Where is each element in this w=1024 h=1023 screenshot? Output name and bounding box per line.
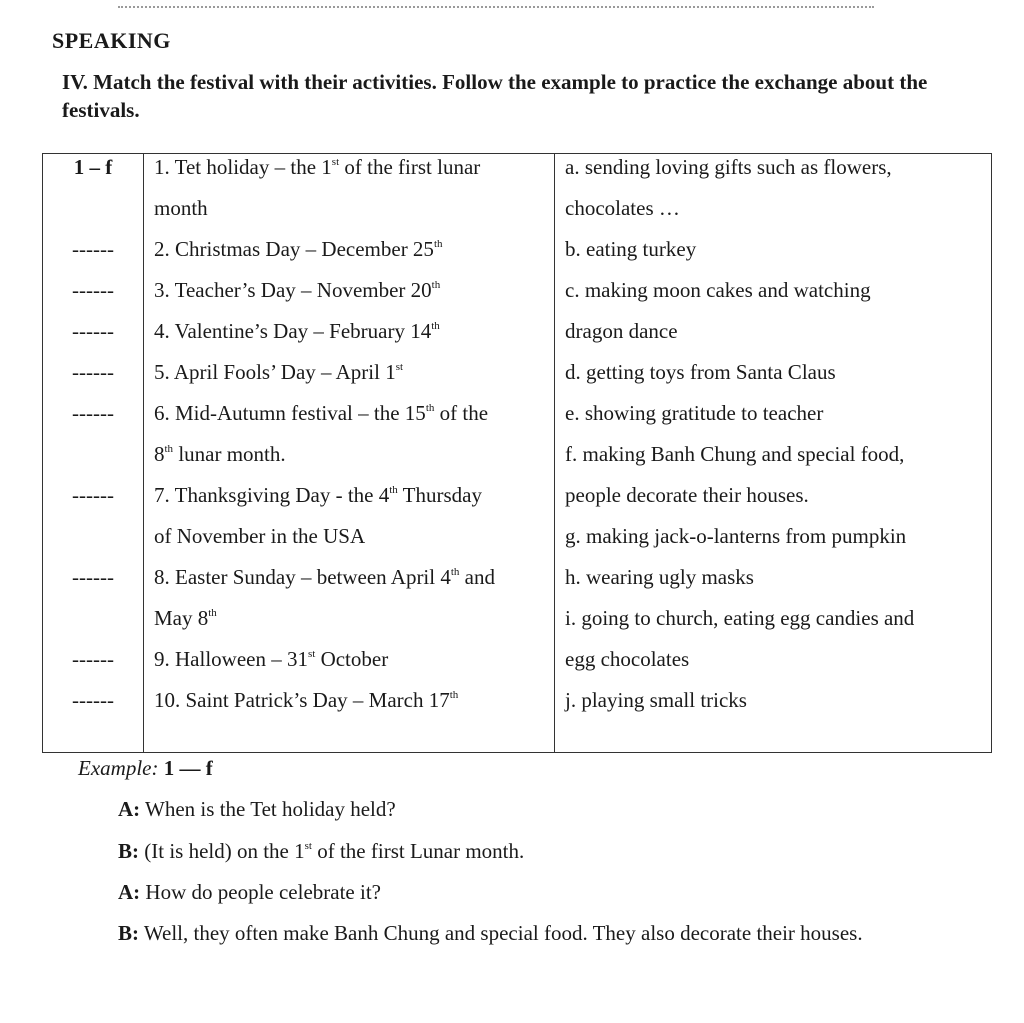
answer-cell[interactable]: ------: [72, 237, 114, 261]
answer-cell[interactable]: ------: [72, 319, 114, 343]
dialogue-line: B: (It is held) on the 1st of the first Lunar month.: [118, 839, 525, 863]
activity-line: h. wearing ugly masks: [565, 565, 754, 589]
table-column-divider: [143, 153, 144, 753]
activity-line: g. making jack-o-lanterns from pumpkin: [565, 524, 907, 548]
activity-line: dragon dance: [565, 319, 678, 343]
section-title: SPEAKING: [52, 28, 171, 53]
answer-cell[interactable]: ------: [72, 688, 114, 712]
answer-cell[interactable]: 1 – f: [73, 155, 113, 179]
festival-item: 10. Saint Patrick’s Day – March 17th: [154, 688, 459, 712]
festival-item: 7. Thanksgiving Day - the 4th Thursday: [154, 483, 482, 507]
activity-line: a. sending loving gifts such as flowers,: [565, 155, 892, 179]
activity-line: c. making moon cakes and watching: [565, 278, 871, 302]
festival-item-continuation: of November in the USA: [154, 524, 366, 548]
festival-item: 1. Tet holiday – the 1st of the first lunar: [154, 155, 481, 179]
activity-line: egg chocolates: [565, 647, 690, 671]
activity-line: d. getting toys from Santa Claus: [565, 360, 836, 384]
activity-line: b. eating turkey: [565, 237, 697, 261]
festival-item: 5. April Fools’ Day – April 1st: [154, 360, 404, 384]
festival-item: 3. Teacher’s Day – November 20th: [154, 278, 441, 302]
activity-line: people decorate their houses.: [565, 483, 809, 507]
example-label: Example:: [78, 756, 159, 780]
dialogue-line: A: How do people celebrate it?: [118, 880, 381, 904]
activity-line: i. going to church, eating egg candies and: [565, 606, 915, 630]
table-column-divider: [554, 153, 555, 753]
answer-cell[interactable]: ------: [72, 401, 114, 425]
example-value: 1 — f: [158, 756, 213, 780]
festival-item: 6. Mid-Autumn festival – the 15th of the: [154, 401, 489, 425]
festival-item: 8. Easter Sunday – between April 4th and: [154, 565, 495, 589]
activity-line: e. showing gratitude to teacher: [565, 401, 824, 425]
festival-item: 9. Halloween – 31st October: [154, 647, 389, 671]
example-line: [78, 756, 213, 781]
activity-line: j. playing small tricks: [565, 688, 747, 712]
festival-item-continuation: May 8th: [154, 606, 217, 630]
top-dotted-divider: [118, 6, 874, 8]
dialogue-line: A: When is the Tet holiday held?: [118, 797, 396, 821]
festival-item: 2. Christmas Day – December 25th: [154, 237, 443, 261]
festival-item-continuation: month: [154, 196, 208, 220]
festival-item-continuation: 8th lunar month.: [154, 442, 286, 466]
festival-item: 4. Valentine’s Day – February 14th: [154, 319, 440, 343]
activity-line: chocolates …: [565, 196, 680, 220]
answer-cell[interactable]: ------: [72, 278, 114, 302]
activity-line: f. making Banh Chung and special food,: [565, 442, 905, 466]
instruction-text: IV. Match the festival with their activities. Follow the example to practice the exchange about the festivals.: [62, 70, 928, 122]
answer-cell[interactable]: ------: [72, 483, 114, 507]
answer-cell[interactable]: ------: [72, 647, 114, 671]
answer-cell[interactable]: ------: [72, 360, 114, 384]
dialogue-line: B: Well, they often make Banh Chung and special food. They also decorate their houses.: [118, 921, 863, 945]
answer-cell[interactable]: ------: [72, 565, 114, 589]
